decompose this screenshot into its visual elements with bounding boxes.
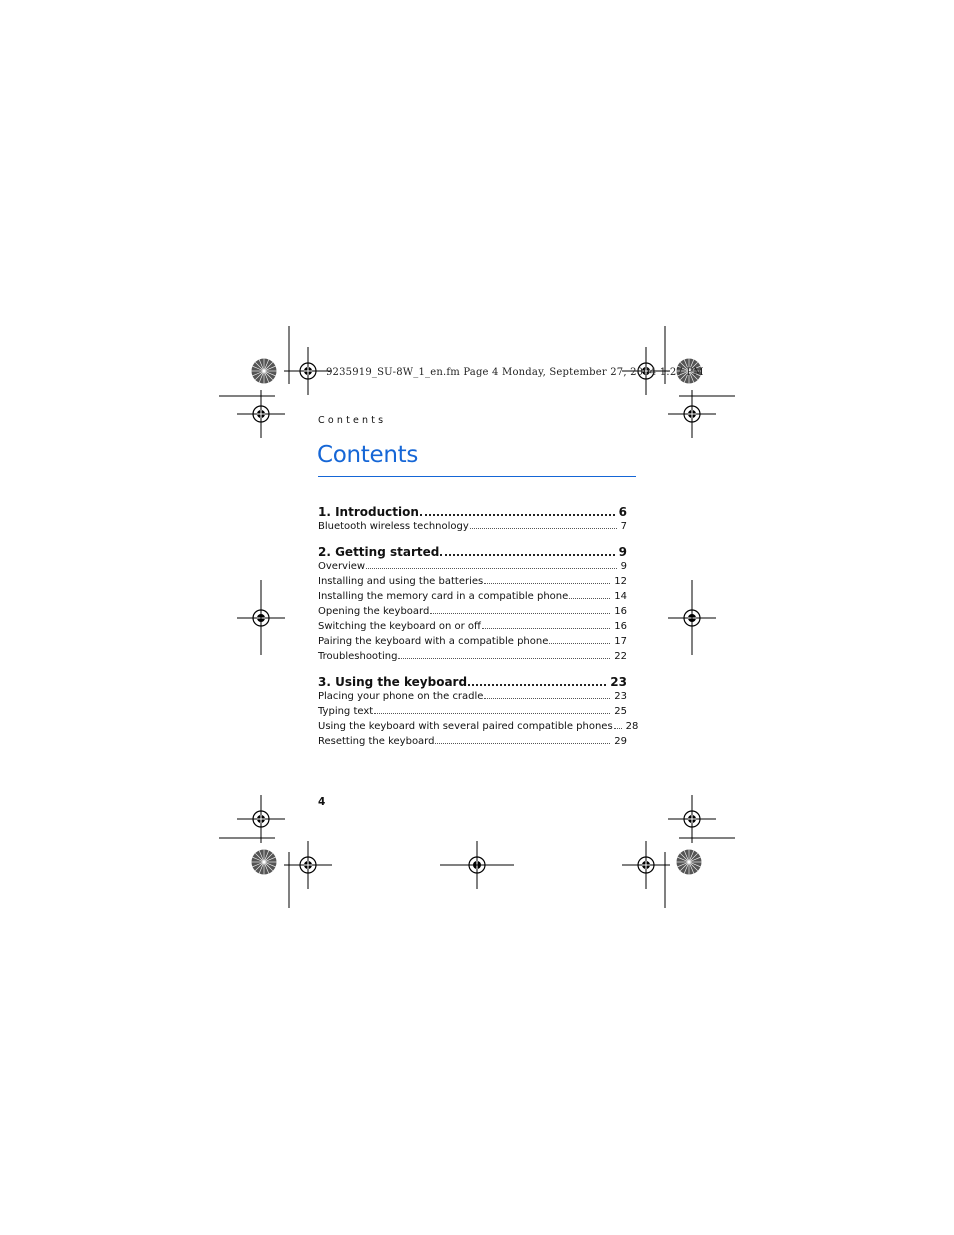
toc-entry[interactable] (318, 651, 627, 666)
toc-entry[interactable] (318, 576, 627, 591)
toc-page-number: 16 (614, 621, 627, 632)
toc-chapter-introduction[interactable] (318, 505, 627, 521)
toc-entry-label: Placing your phone on the cradle (318, 691, 484, 702)
table-of-contents (318, 505, 639, 751)
leader-dots (468, 684, 606, 686)
toc-page-number: 16 (614, 606, 627, 617)
leader-dots (430, 613, 610, 614)
toc-page-number: 17 (614, 636, 627, 647)
toc-entry-label: Typing text (318, 706, 374, 717)
toc-entry[interactable] (318, 706, 627, 721)
leader-dots (482, 628, 610, 629)
toc-entry-label: Opening the keyboard (318, 606, 430, 617)
toc-entry[interactable] (318, 606, 627, 621)
leader-dots (420, 514, 615, 516)
page-title: Contents (317, 442, 419, 468)
toc-page-number: 7 (620, 521, 627, 532)
running-head: Contents (318, 415, 387, 426)
toc-entry-label: Switching the keyboard on or off (318, 621, 481, 632)
toc-page-number: 14 (614, 591, 627, 602)
toc-entry-label: Overview (318, 561, 366, 572)
leader-dots (366, 568, 617, 569)
leader-dots (440, 554, 614, 556)
leader-dots (614, 728, 622, 729)
toc-page-number: 12 (614, 576, 627, 587)
toc-entry-label: Pairing the keyboard with a compatible phone (318, 636, 549, 647)
toc-page-number: 22 (614, 651, 627, 662)
leader-dots (484, 698, 610, 699)
leader-dots (374, 713, 610, 714)
toc-entry[interactable] (318, 736, 627, 751)
toc-page-number: 29 (614, 736, 627, 747)
toc-page-number: 25 (614, 706, 627, 717)
toc-entry[interactable] (318, 691, 627, 706)
toc-entry-label: Installing and using the batteries (318, 576, 484, 587)
toc-chapter-label: 2. Getting started (318, 545, 440, 559)
leader-dots (435, 743, 610, 744)
toc-entry-label: Resetting the keyboard (318, 736, 435, 747)
toc-page-number: 28 (625, 721, 639, 732)
toc-page-number: 9 (620, 561, 627, 572)
leader-dots (569, 598, 610, 599)
toc-chapter-using-the-keyboard[interactable] (318, 675, 627, 691)
toc-page-number: 6 (618, 505, 627, 519)
toc-entry[interactable] (318, 561, 627, 576)
toc-chapter-label: 1. Introduction (318, 505, 419, 519)
toc-page-number: 23 (614, 691, 627, 702)
leader-dots (484, 583, 610, 584)
leader-dots (398, 658, 610, 659)
toc-entry[interactable] (318, 521, 627, 536)
toc-entry-label: Installing the memory card in a compatible phone (318, 591, 569, 602)
toc-entry[interactable] (318, 636, 627, 651)
toc-entry-label: Using the keyboard with several paired compatible phones (318, 721, 613, 732)
toc-entry-label: Troubleshooting (318, 651, 398, 662)
file-slug: 9235919_SU-8W_1_en.fm Page 4 Monday, September 27, 2004 1:27 PM (326, 367, 704, 378)
leader-dots (549, 643, 610, 644)
toc-chapter-getting-started[interactable] (318, 545, 627, 561)
title-rule (318, 476, 636, 477)
toc-entry[interactable] (318, 591, 627, 606)
toc-entry-label: Bluetooth wireless technology (318, 521, 469, 532)
toc-entry[interactable] (318, 621, 627, 636)
page-number: 4 (318, 796, 326, 808)
toc-chapter-label: 3. Using the keyboard (318, 675, 468, 689)
leader-dots (470, 528, 617, 529)
toc-entry[interactable] (318, 721, 639, 736)
toc-page-number: 23 (610, 675, 627, 689)
toc-page-number: 9 (618, 545, 627, 559)
